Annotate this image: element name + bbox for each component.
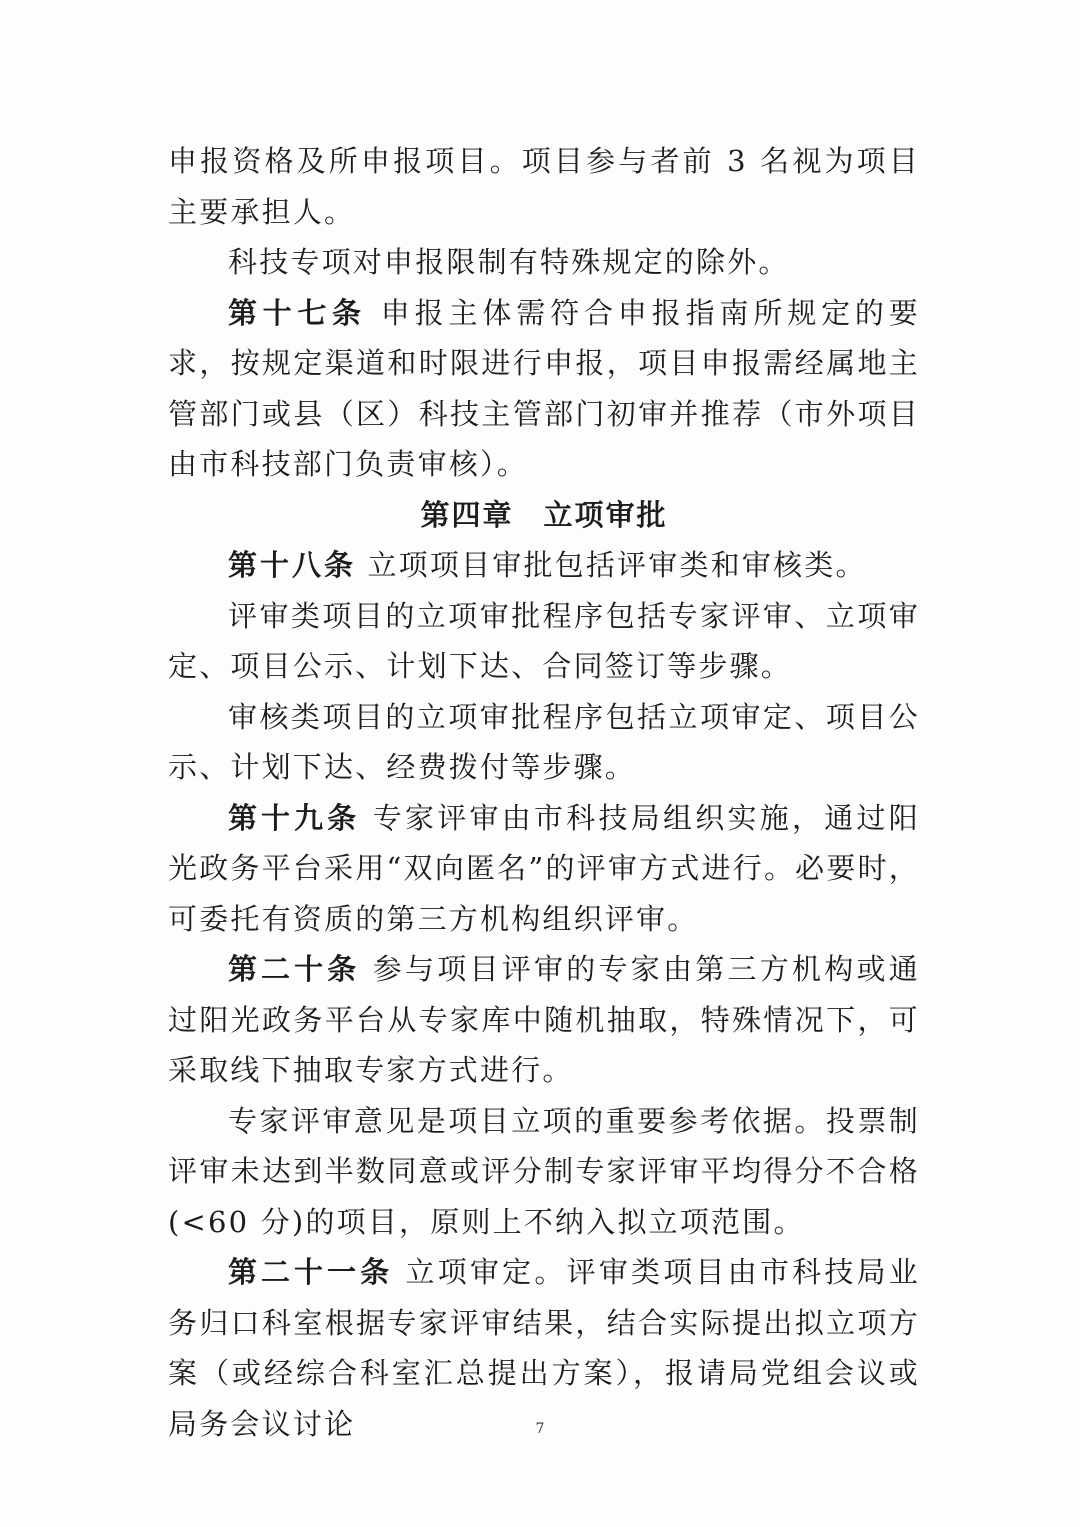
article-21	[168, 1247, 920, 1449]
paragraph-special-exception: 科技专项对申报限制有特殊规定的除外。	[228, 245, 790, 279]
article-number: 第十八条	[228, 548, 357, 582]
article-text: 申报主体需符合申报指南所规定的要求，按规定渠道和时限进行申报，项目申报需经属地主管部门或县（区）科技主管部门初审并推荐（市外项目由市科技部门负责审核）。	[168, 295, 921, 481]
article-19	[168, 793, 920, 945]
chapter-number: 第四章	[420, 497, 514, 532]
document-body	[168, 136, 920, 1449]
article-17	[168, 288, 920, 490]
article-text: 参与项目评审的专家由第三方机构或通过阳光政务平台从专家库中随机抽取，特殊情况下，可采取线下抽取专家方式进行。	[168, 952, 921, 1087]
chapter-title: 立项审批	[543, 497, 668, 532]
paragraph-expert-opinion: 专家评审意见是项目立项的重要参考依据。投票制评审未达到半数同意或评分制专家评审平均得分不合格(<60 分)的项目，原则上不纳入拟立项范围。	[168, 1103, 920, 1239]
paragraph-eligibility: 申报资格及所申报项目。项目参与者前 3 名视为项目主要承担人。	[168, 144, 920, 229]
chapter-heading	[168, 490, 920, 541]
article-text: 专家评审由市科技局组织实施，通过阳光政务平台采用“双向匿名”的评审方式进行。必要时，可委托有资质的第三方机构组织评审。	[168, 800, 921, 936]
article-number: 第二十一条	[228, 1255, 394, 1289]
paragraph-audit-procedure: 审核类项目的立项审批程序包括立项审定、项目公示、计划下达、经费拨付等步骤。	[168, 699, 920, 784]
article-number: 第十七条	[228, 295, 367, 330]
article-number: 第十九条	[228, 800, 361, 835]
article-text: 立项审定。评审类项目由市科技局业务归口科室根据专家评审结果，结合实际提出拟立项方案（或经综合科室汇总提出方案），报请局党组会议或局务会议讨论	[168, 1255, 920, 1441]
article-number: 第二十条	[228, 952, 361, 986]
article-20	[168, 944, 920, 1096]
article-text: 立项项目审批包括评审类和审核类。	[367, 548, 867, 582]
page-number: 7	[535, 1421, 545, 1437]
article-18	[168, 540, 920, 591]
paragraph-review-procedure: 评审类项目的立项审批程序包括专家评审、立项审定、项目公示、计划下达、合同签订等步骤。	[168, 598, 920, 683]
